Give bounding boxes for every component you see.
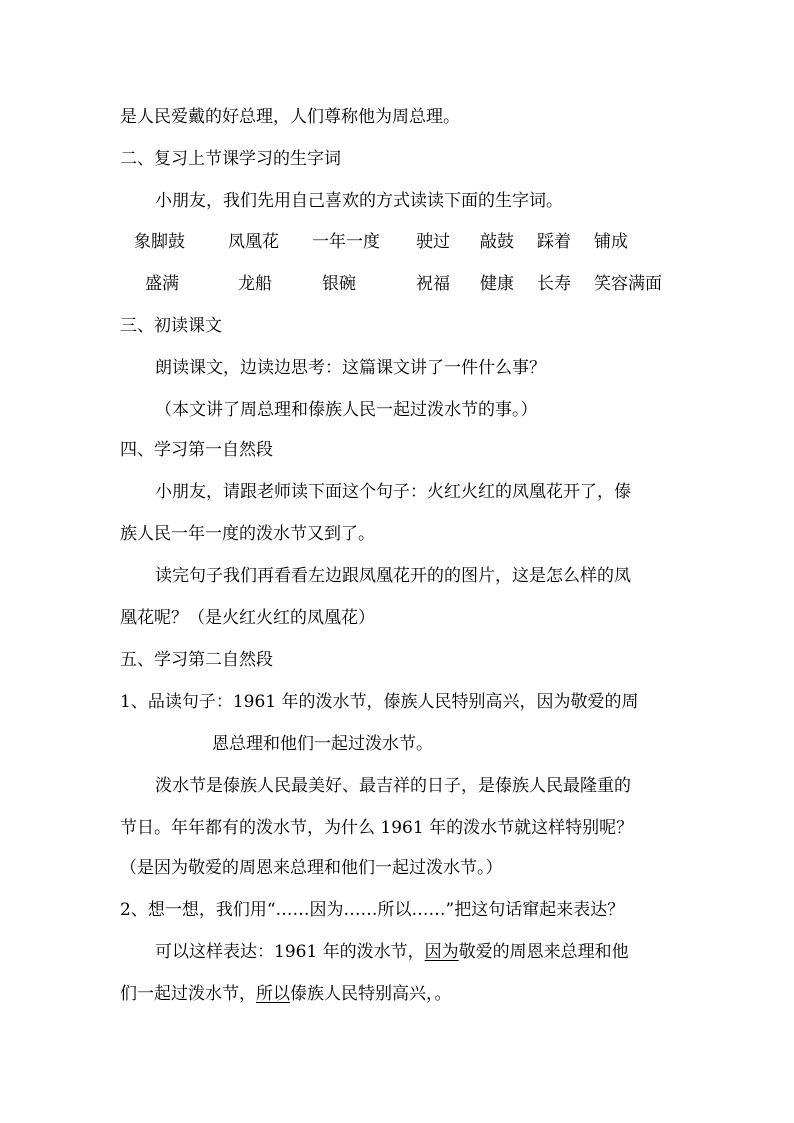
text-run: 敬爱的周恩来总理和他 [458, 942, 629, 962]
vocab-word: 祝福 [416, 274, 450, 294]
text-run: 可以这样表达：1961 年的泼水节， [155, 942, 425, 962]
paragraph-line: （是因为敬爱的周恩来总理和他们一起过泼水节。） [120, 858, 503, 878]
text-run: 们一起过泼水节， [120, 984, 256, 1004]
vocab-word: 一年一度 [312, 232, 380, 252]
paragraph-line: 凰花呢？（是火红火红的凤凰花） [120, 608, 375, 628]
vocab-word: 龙船 [238, 274, 272, 294]
vocab-word: 盛满 [145, 274, 179, 294]
list-item-2: 2、想一想，我们用“……因为……所以……”把这句话窜起来表达？ [120, 900, 625, 920]
text-run: 傣族人民特别高兴，。 [290, 984, 452, 1004]
section-heading-paragraph-2: 五、学习第二自然段 [120, 650, 273, 670]
paragraph-line [120, 983, 452, 1005]
underlined-word: 因为 [424, 942, 459, 962]
vocab-word: 象脚鼓 [134, 232, 185, 252]
vocab-word: 银碗 [322, 274, 356, 294]
paragraph-line [155, 941, 629, 963]
section-heading-paragraph-1: 四、学习第一自然段 [120, 440, 273, 460]
first-reading-answer: （本文讲了周总理和傣族人民一起过泼水节的事。） [155, 400, 538, 420]
vocab-row-1 [0, 231, 794, 255]
section-heading-first-reading: 三、初读课文 [120, 316, 222, 336]
paragraph-line: 小朋友，请跟老师读下面这个句子：火红火红的凤凰花开了，傣 [155, 482, 631, 502]
vocab-word: 长寿 [537, 274, 571, 294]
list-item-1-line: 1、品读句子：1961 年的泼水节，傣族人民特别高兴，因为敬爱的周 [120, 692, 639, 712]
vocab-row-2 [0, 273, 794, 297]
underlined-word: 所以 [256, 984, 290, 1004]
vocab-word: 凤凰花 [228, 232, 279, 252]
vocab-word: 铺成 [594, 232, 628, 252]
vocab-word: 笑容满面 [594, 274, 662, 294]
first-reading-question: 朗读课文，边读边思考：这篇课文讲了一件什么事？ [155, 358, 546, 378]
paragraph-line: 节日。年年都有的泼水节，为什么 1961 年的泼水节就这样特别呢？ [120, 818, 634, 838]
list-item-1-line: 恩总理和他们一起过泼水节。 [212, 734, 433, 754]
vocab-word: 驶过 [416, 232, 450, 252]
vocab-word: 踩着 [537, 232, 571, 252]
vocab-word: 健康 [480, 274, 514, 294]
section-heading-review: 二、复习上节课学习的生字词 [120, 149, 341, 169]
paragraph-line: 族人民一年一度的泼水节又到了。 [120, 524, 375, 544]
paragraph-line: 读完句子我们再看看左边跟凤凰花开的的图片，这是怎么样的凤 [155, 566, 631, 586]
vocab-word: 敲鼓 [480, 232, 514, 252]
review-intro: 小朋友，我们先用自己喜欢的方式读读下面的生字词。 [155, 191, 563, 211]
text-line: 是人民爱戴的好总理，人们尊称他为周总理。 [120, 107, 460, 127]
paragraph-line: 泼水节是傣族人民最美好、最吉祥的日子，是傣族人民最隆重的 [155, 776, 631, 796]
